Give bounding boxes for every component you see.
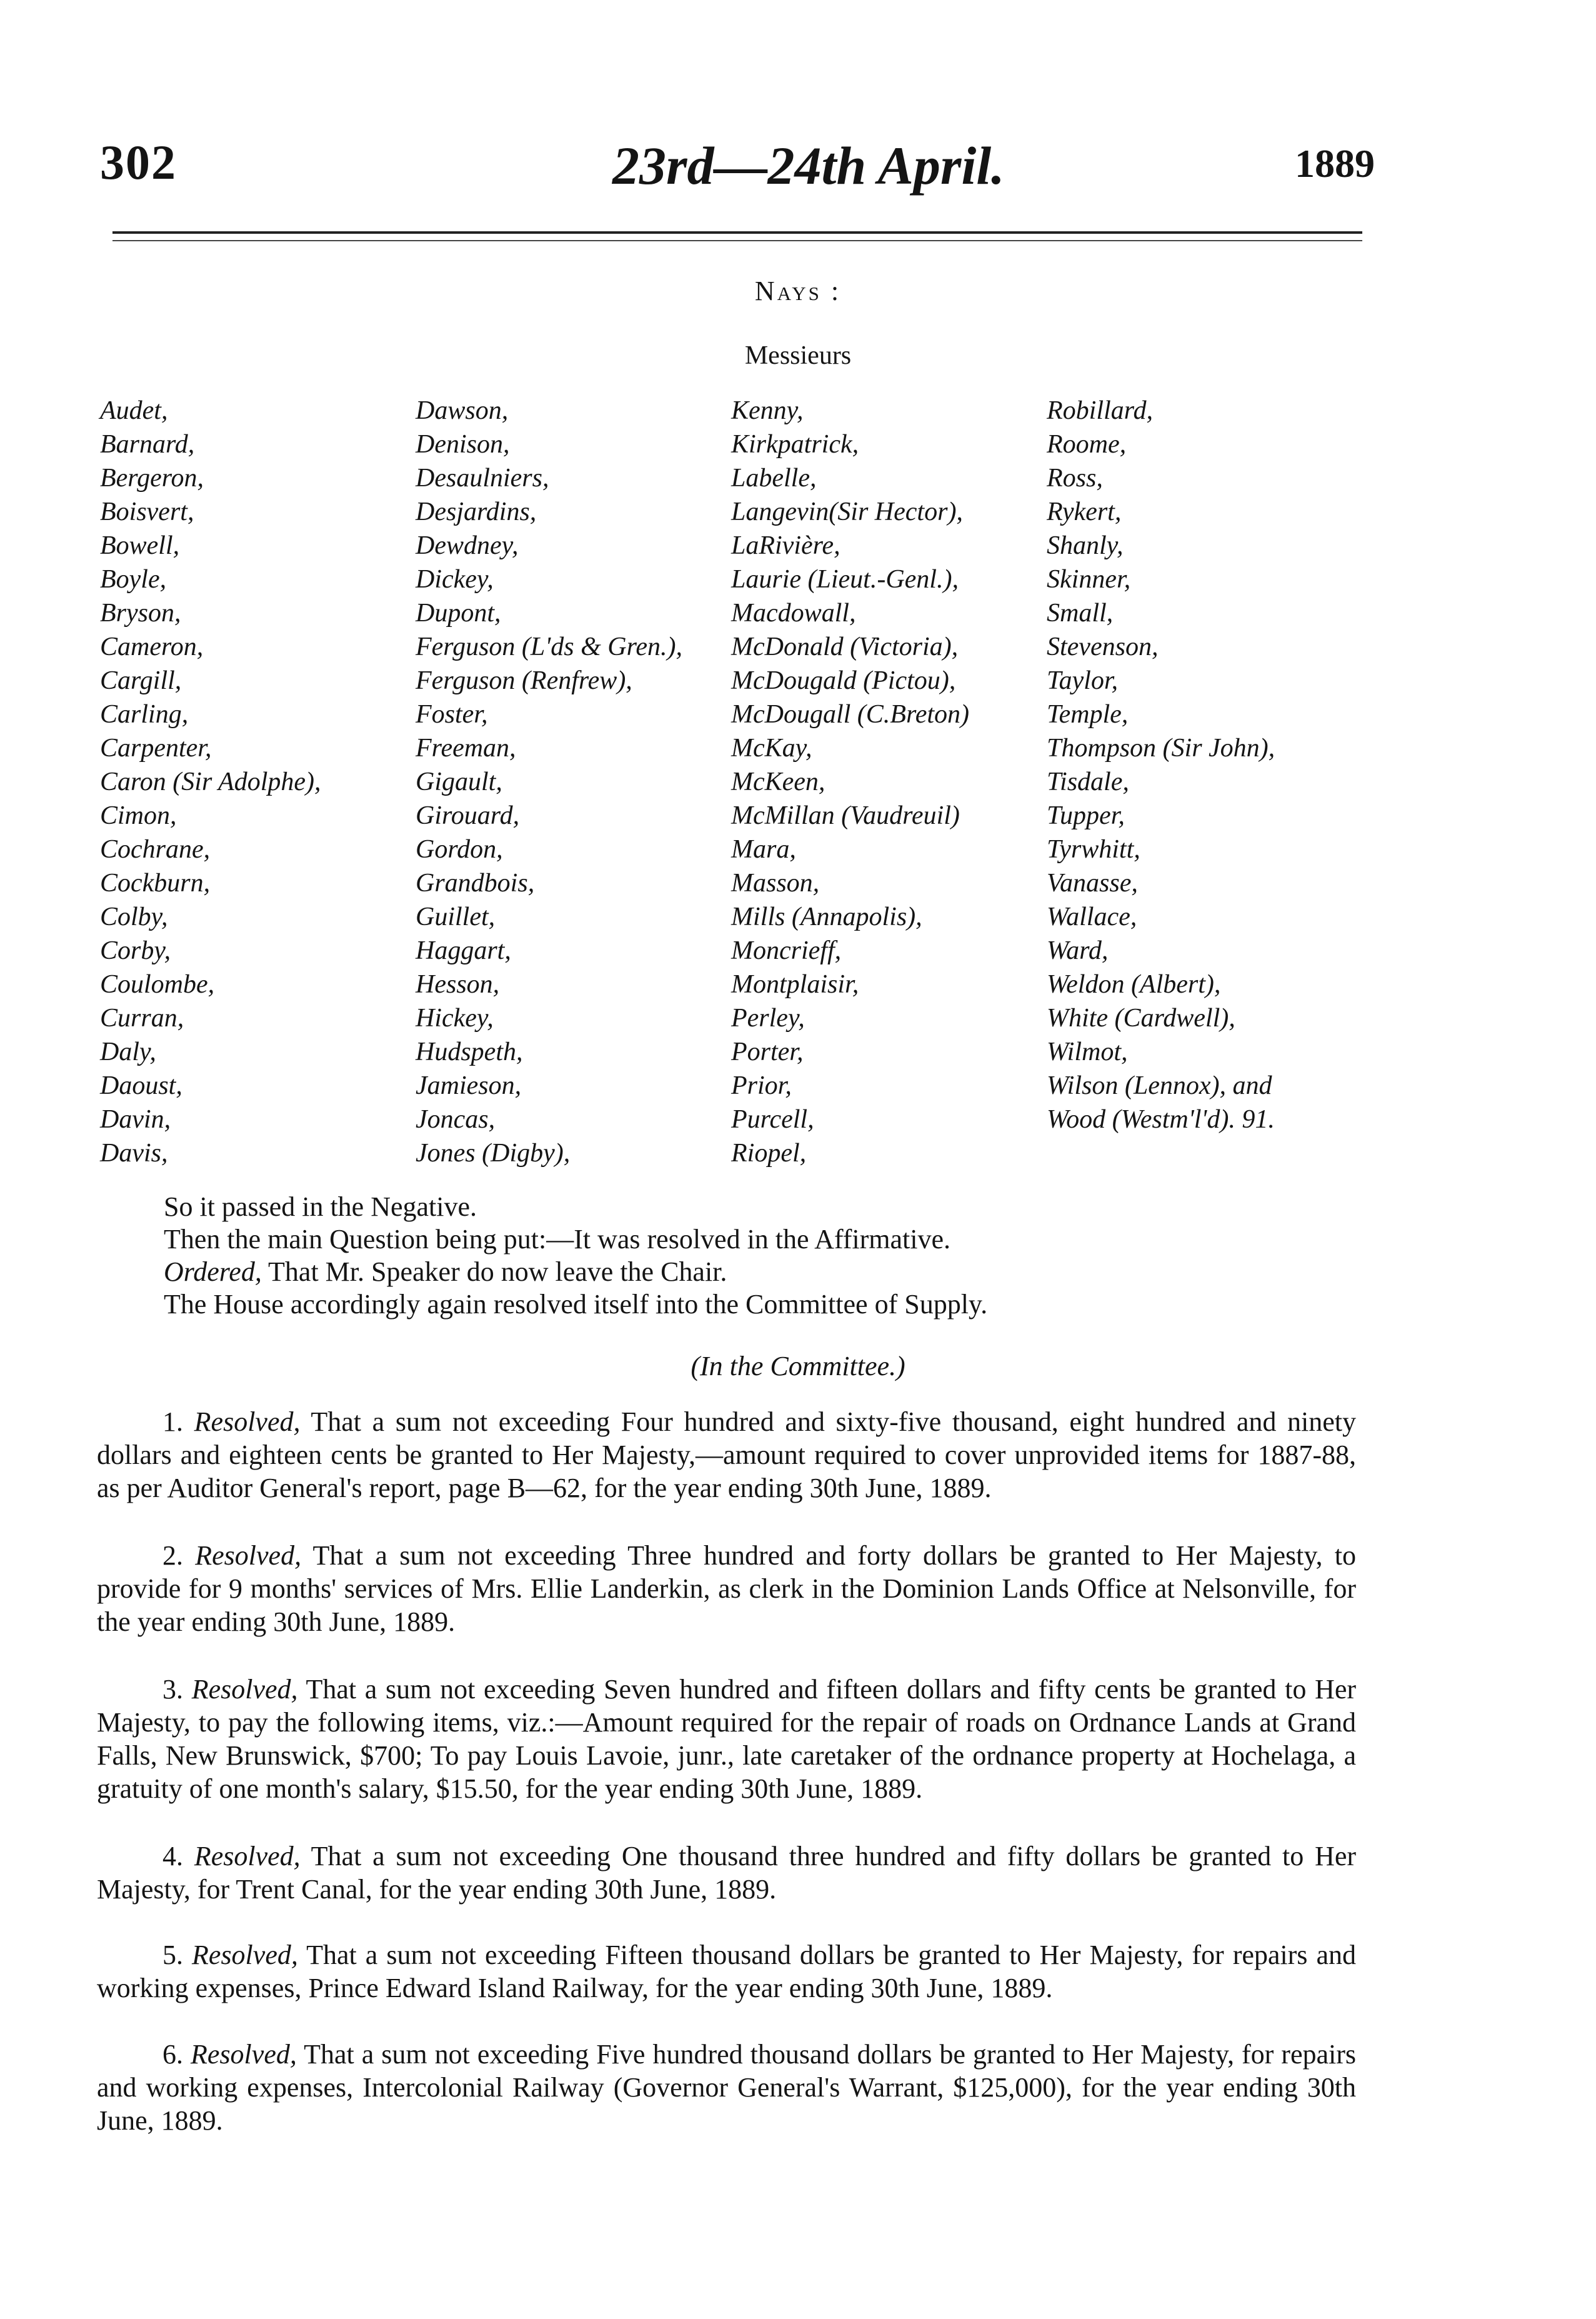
member-name: Masson, bbox=[731, 869, 820, 898]
member-name: Dawson, bbox=[416, 396, 509, 425]
member-name: Ward, bbox=[1047, 936, 1109, 965]
member-name: Davis, bbox=[100, 1139, 168, 1168]
member-name: Bowell, bbox=[100, 531, 180, 560]
member-name: Taylor, bbox=[1047, 666, 1119, 695]
member-name: McKay, bbox=[731, 734, 812, 763]
resolution-number: 4. bbox=[162, 1841, 183, 1871]
member-name: Macdowall, bbox=[731, 599, 856, 628]
member-name: Cockburn, bbox=[100, 869, 211, 898]
resolution-text: That a sum not exceeding Three hundred and forty dollars be granted to Her Majesty, to provide for 9 months' services of Mrs. Ellie Landerkin, as clerk in the Dominion Lands Office at Nelsonville, for the year ending 30th June, 1889. bbox=[97, 1540, 1356, 1637]
member-name: Riopel, bbox=[731, 1139, 807, 1168]
member-name: Porter, bbox=[731, 1038, 804, 1066]
resolution-label: Resolved, bbox=[192, 1940, 298, 1970]
member-name: Denison, bbox=[416, 430, 510, 459]
house-line: The House accordingly again resolved itself into the Committee of Supply. bbox=[164, 1289, 988, 1320]
member-name: LaRivière, bbox=[731, 531, 840, 560]
member-name: Tupper, bbox=[1047, 801, 1125, 830]
member-name: Corby, bbox=[100, 936, 171, 965]
member-name: Daoust, bbox=[100, 1071, 182, 1100]
member-name: Ross, bbox=[1047, 464, 1103, 493]
member-name: Jamieson, bbox=[416, 1071, 522, 1100]
resolution-label: Resolved, bbox=[191, 2039, 297, 2070]
messieurs-heading: Messieurs bbox=[744, 341, 852, 370]
ordered-line bbox=[164, 1256, 727, 1288]
member-name: Cameron, bbox=[100, 633, 204, 661]
member-name: Colby, bbox=[100, 903, 168, 931]
member-name: Grandbois, bbox=[416, 869, 535, 898]
resolution-number: 3. bbox=[162, 1674, 183, 1705]
member-name: Caron (Sir Adolphe), bbox=[100, 768, 321, 796]
member-name: Barnard, bbox=[100, 430, 195, 459]
member-name: McMillan (Vaudreuil) bbox=[731, 801, 960, 830]
resolution-label: Resolved, bbox=[195, 1540, 302, 1571]
member-name: Carpenter, bbox=[100, 734, 212, 763]
resolution-label: Resolved, bbox=[194, 1406, 301, 1437]
member-name: Rykert, bbox=[1047, 498, 1122, 526]
member-name: Hickey, bbox=[416, 1004, 494, 1033]
member-name: Temple, bbox=[1047, 700, 1129, 729]
member-name: Foster, bbox=[416, 700, 488, 729]
nays-heading: Nays : bbox=[754, 276, 842, 306]
resolution-3 bbox=[97, 1673, 1356, 1805]
member-name: Montplaisir, bbox=[731, 970, 859, 999]
names-column-4 bbox=[1047, 394, 1275, 1136]
page-title: 23rd—24th April. bbox=[612, 136, 1005, 196]
member-name: Labelle, bbox=[731, 464, 817, 493]
member-name: Moncrieff, bbox=[731, 936, 842, 965]
member-name: Girouard, bbox=[416, 801, 520, 830]
member-name: Dewdney, bbox=[416, 531, 519, 560]
member-name: White (Cardwell), bbox=[1047, 1004, 1235, 1033]
names-column-1 bbox=[100, 394, 321, 1170]
resolution-2 bbox=[97, 1539, 1356, 1638]
running-header bbox=[100, 134, 1375, 203]
member-name: Guillet, bbox=[416, 903, 496, 931]
member-name: Purcell, bbox=[731, 1105, 814, 1134]
member-name: Curran, bbox=[100, 1004, 184, 1033]
member-name: Prior, bbox=[731, 1071, 792, 1100]
member-name: Wilson (Lennox), and bbox=[1047, 1071, 1272, 1100]
member-name: Carling, bbox=[100, 700, 189, 729]
resolution-label: Resolved, bbox=[194, 1841, 301, 1871]
member-name: Kenny, bbox=[731, 396, 804, 425]
member-name: Wood (Westm'l'd). 91. bbox=[1047, 1105, 1275, 1134]
header-rule-thin bbox=[112, 240, 1362, 241]
resolution-number: 6. bbox=[162, 2039, 183, 2070]
member-name: Thompson (Sir John), bbox=[1047, 734, 1275, 763]
member-name: Ferguson (L'ds & Gren.), bbox=[416, 633, 683, 661]
member-name: Joncas, bbox=[416, 1105, 496, 1134]
resolution-number: 1. bbox=[162, 1406, 183, 1437]
resolution-1 bbox=[97, 1405, 1356, 1505]
member-name: Tisdale, bbox=[1047, 768, 1129, 796]
member-name: Jones (Digby), bbox=[416, 1139, 571, 1168]
member-name: Freeman, bbox=[416, 734, 516, 763]
member-name: Cimon, bbox=[100, 801, 177, 830]
resolution-5 bbox=[97, 1938, 1356, 2005]
member-name: Boyle, bbox=[100, 565, 167, 594]
resolution-text: That a sum not exceeding Four hundred and sixty-five thousand, eight hundred and ninety dollars and eighteen cents be granted to Her Majesty,—amount required to cover unprovided items for 1887-88, as per Auditor General's report, page B—62, for the year ending 30th June, 1889. bbox=[97, 1406, 1357, 1503]
member-name: Small, bbox=[1047, 599, 1114, 628]
resolution-number: 2. bbox=[162, 1540, 183, 1571]
member-name: Coulombe, bbox=[100, 970, 215, 999]
member-name: Desaulniers, bbox=[416, 464, 549, 493]
member-name: Daly, bbox=[100, 1038, 156, 1066]
committee-heading: (In the Committee.) bbox=[691, 1351, 905, 1381]
resolution-number: 5. bbox=[162, 1940, 183, 1970]
member-name: Bryson, bbox=[100, 599, 181, 628]
member-name: Cochrane, bbox=[100, 835, 211, 864]
member-name: Mills (Annapolis), bbox=[731, 903, 922, 931]
member-name: Ferguson (Renfrew), bbox=[416, 666, 632, 695]
member-name: Davin, bbox=[100, 1105, 171, 1134]
member-name: Mara, bbox=[731, 835, 796, 864]
resolution-text: That a sum not exceeding Seven hundred and fifteen dollars and fifty cents be granted to Her Majesty, to pay the following items, viz.:—Amount required for the repair of roads on Ordnance Lands at Grand Falls, New Brunswick, $700; To pay Louis Lavoie, junr., late caretaker of the ordnance property at Hochelaga, a gratuity of one month's salary, $15.50, for the year ending 30th June, 1889. bbox=[97, 1674, 1357, 1804]
member-name: Dickey, bbox=[416, 565, 494, 594]
member-name: Haggart, bbox=[416, 936, 511, 965]
member-name: Audet, bbox=[100, 396, 168, 425]
member-name: Stevenson, bbox=[1047, 633, 1159, 661]
ordered-label: Ordered, bbox=[164, 1256, 262, 1287]
member-name: Wilmot, bbox=[1047, 1038, 1128, 1066]
page-number: 302 bbox=[100, 135, 177, 189]
member-name: Gigault, bbox=[416, 768, 502, 796]
main-question-line: Then the main Question being put:—It was resolved in the Affirmative. bbox=[164, 1224, 951, 1255]
member-name: Cargill, bbox=[100, 666, 182, 695]
member-name: McDonald (Victoria), bbox=[731, 633, 959, 661]
member-name: Gordon, bbox=[416, 835, 503, 864]
member-name: Hesson, bbox=[416, 970, 500, 999]
member-name: Perley, bbox=[731, 1004, 805, 1033]
resolution-text: That a sum not exceeding One thousand three hundred and fifty dollars be granted to Her Majesty, for Trent Canal, for the year ending 30th June, 1889. bbox=[97, 1841, 1356, 1905]
member-name: Bergeron, bbox=[100, 464, 204, 493]
member-name: Tyrwhitt, bbox=[1047, 835, 1140, 864]
member-name: Laurie (Lieut.-Genl.), bbox=[731, 565, 959, 594]
member-name: McKeen, bbox=[731, 768, 825, 796]
resolution-4 bbox=[97, 1840, 1356, 1906]
member-name: Kirkpatrick, bbox=[731, 430, 859, 459]
member-name: Boisvert, bbox=[100, 498, 194, 526]
resolution-text: That a sum not exceeding Fifteen thousand dollars be granted to Her Majesty, for repairs and working expenses, Prince Edward Island Railway, for the year ending 30th June, 1889. bbox=[97, 1940, 1356, 2003]
member-name: McDougald (Pictou), bbox=[731, 666, 956, 695]
member-name: Shanly, bbox=[1047, 531, 1124, 560]
resolution-text: That a sum not exceeding Five hundred thousand dollars be granted to Her Majesty, for repairs and working expenses, Intercolonial Railway (Governor General's Warrant, $125,000), for the year ending 30th June, 1889. bbox=[97, 2039, 1357, 2136]
member-name: Skinner, bbox=[1047, 565, 1131, 594]
member-name: Roome, bbox=[1047, 430, 1127, 459]
negative-line: So it passed in the Negative. bbox=[164, 1191, 477, 1222]
resolution-6 bbox=[97, 2038, 1356, 2137]
member-name: McDougall (C.Breton) bbox=[731, 700, 970, 729]
member-name: Wallace, bbox=[1047, 903, 1137, 931]
names-column-2 bbox=[416, 394, 682, 1170]
ordered-text: That Mr. Speaker do now leave the Chair. bbox=[268, 1256, 727, 1287]
member-name: Desjardins, bbox=[416, 498, 537, 526]
member-name: Langevin(Sir Hector), bbox=[731, 498, 963, 526]
resolution-label: Resolved, bbox=[191, 1674, 298, 1705]
member-name: Hudspeth, bbox=[416, 1038, 523, 1066]
member-name: Dupont, bbox=[416, 599, 501, 628]
member-name: Vanasse, bbox=[1047, 869, 1138, 898]
names-column-3 bbox=[731, 394, 969, 1170]
member-name: Robillard, bbox=[1047, 396, 1153, 425]
header-rule bbox=[112, 231, 1362, 234]
page-year: 1889 bbox=[1295, 141, 1375, 186]
member-name: Weldon (Albert), bbox=[1047, 970, 1221, 999]
